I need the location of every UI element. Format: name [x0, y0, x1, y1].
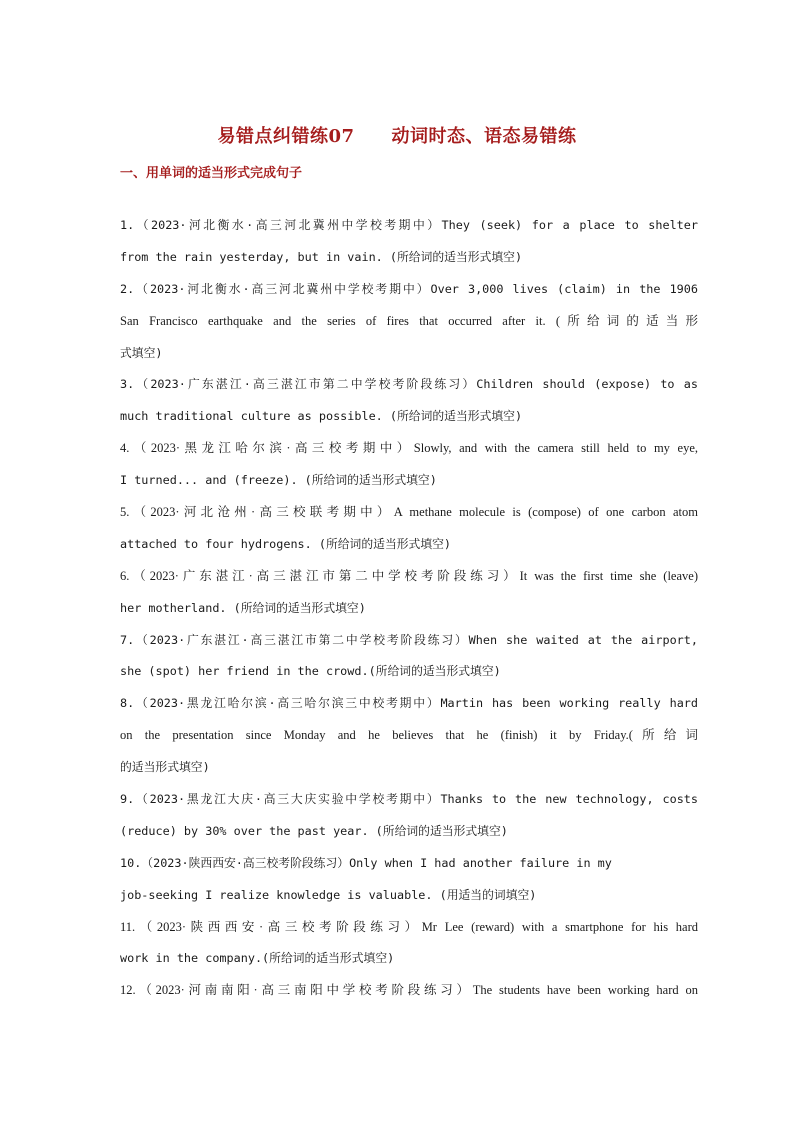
section-heading: 一、用单词的适当形式完成句子 [120, 166, 303, 181]
question-line: 9.（2023·黑龙江大庆·高三大庆实验中学校考期中）Thanks to the new technology, costs [120, 792, 698, 807]
page-title: 易错点纠错练07 动词时态、语态易错练 [217, 126, 577, 147]
question-line: 5.（2023·河北沧州·高三校联考期中）A methane molecule is (compose) of one carbon atom [120, 505, 698, 520]
question-line: on the presentation since Monday and he believes that he (finish) it by Friday.(所给词 [120, 728, 698, 743]
question-line: I turned... and (freeze). (所给词的适当形式填空) [120, 473, 437, 488]
question-line: 11.（2023·陕西西安·高三校考阶段练习）Mr Lee (reward) with a smartphone for his hard [120, 919, 698, 934]
question-line: 12.（2023·河南南阳·高三南阳中学校考阶段练习）The students have been working hard on [120, 983, 698, 998]
question-line: San Francisco earthquake and the series of fires that occurred after it. (所给词的适当形 [120, 313, 698, 328]
question-line: work in the company.(所给词的适当形式填空) [120, 951, 395, 966]
question-line: attached to four hydrogens. (所给词的适当形式填空) [120, 536, 452, 551]
question-line: (reduce) by 30% over the past year. (所给词的适当形式填空) [120, 823, 508, 838]
question-list [120, 210, 698, 1007]
question-line: from the rain yesterday, but in vain. (所给词的适当形式填空) [120, 249, 523, 264]
question-line: 6.（2023·广东湛江·高三湛江市第二中学校考阶段练习）It was the first time she (leave) [120, 568, 698, 583]
question-line: 4.（2023·黑龙江哈尔滨·高三校考期中）Slowly, and with the camera still held to my eye, [120, 441, 698, 456]
question-line: she (spot) her friend in the crowd.(所给词的适当形式填空) [120, 664, 501, 679]
question-line: 7.（2023·广东湛江·高三湛江市第二中学校考阶段练习）When she waited at the airport, [120, 632, 698, 647]
question-line: much traditional culture as possible. (所给词的适当形式填空) [120, 409, 523, 424]
question-line: 8.（2023·黑龙江哈尔滨·高三哈尔滨三中校考期中）Martin has been working really hard [120, 696, 698, 711]
question-line: 式填空) [120, 345, 163, 360]
question-line: 1.（2023·河北衡水·高三河北冀州中学校考期中）They (seek) for a place to shelter [120, 218, 698, 232]
question-line: 的适当形式填空) [120, 760, 210, 775]
question-line: her motherland. (所给词的适当形式填空) [120, 600, 366, 615]
question-line: 2.（2023·河北衡水·高三河北冀州中学校考期中）Over 3,000 lives (claim) in the 1906 [120, 281, 698, 296]
question-line: job-seeking I realize knowledge is valuable. (用适当的词填空) [120, 887, 537, 902]
question-line: 3.（2023·广东湛江·高三湛江市第二中学校考阶段练习）Children should (expose) to as [120, 377, 698, 392]
question-line: 10.（2023·陕西西安·高三校考阶段练习）Only when I had another failure in my [120, 855, 612, 870]
